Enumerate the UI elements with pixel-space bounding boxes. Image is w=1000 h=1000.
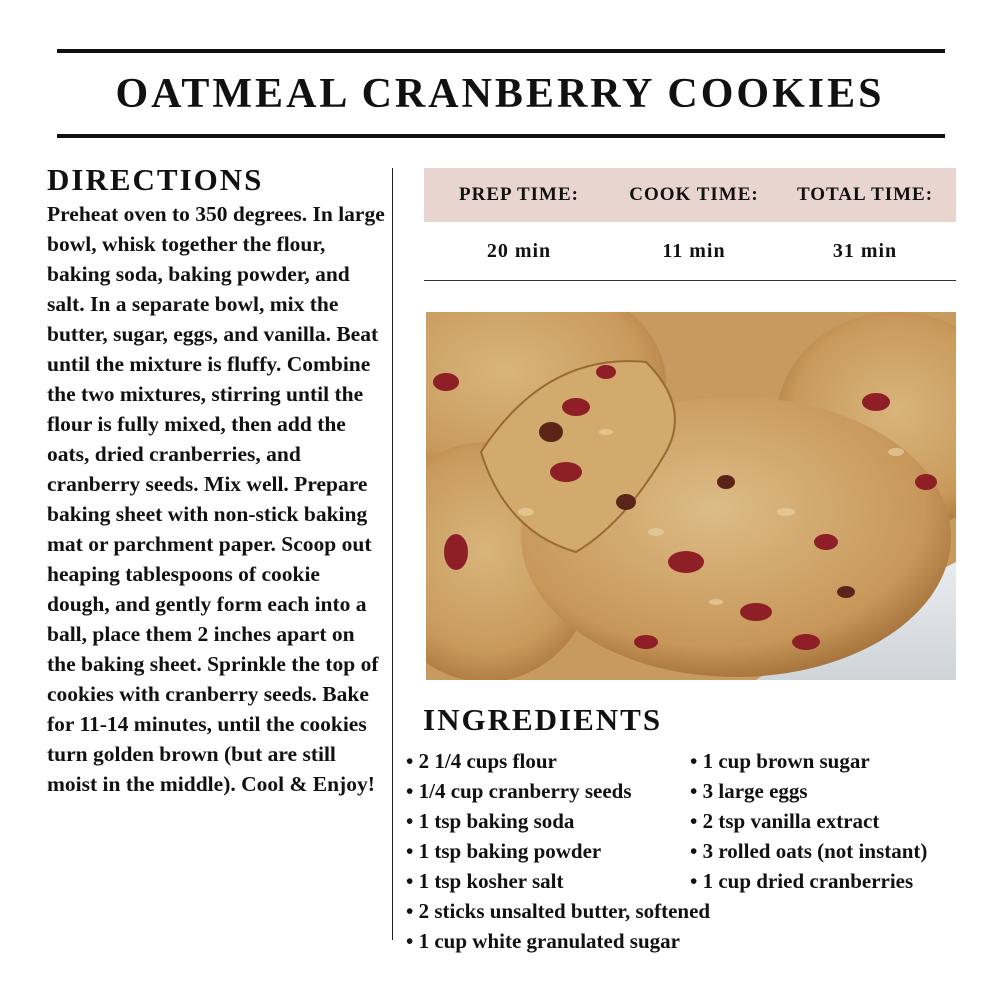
directions-text: Preheat oven to 350 degrees. In large bowl, whisk together the flour, baking soda, baking powder, and salt. In a separate bowl, mix the butter, sugar, eggs, and vanilla. Beat until the mixture is fluffy. Combine the two mixtures, stirring until the flour is fully mixed, then add the oats, dried cranberries, and cranberry seeds. Mix well. Prepare baking sheet with non-stick baking mat or parchment paper. Scoop out heaping tablespoons of cookie dough, and gently form each into a ball, place them 2 inches apart on the baking sheet. Sprinkle the top of cookies with cranberry seeds. Bake for 11-14 minutes, until the cookies turn golden brown (but are still moist in the middle). Cool & Enjoy! [47,202,385,796]
times-value-row [424,222,956,281]
title-rule-bottom [57,134,945,138]
ingredient-item: • 2 1/4 cups flour [406,746,826,776]
title-rule-top [57,49,945,53]
cookies-photo [426,312,956,680]
ingredient-item: • 1 cup brown sugar [690,746,990,776]
ingredient-item: • 2 sticks unsalted butter, softened [406,896,826,926]
cook-time-label: COOK TIME: [629,184,759,205]
cookies-image [426,312,956,680]
ingredient-item: • 2 tsp vanilla extract [690,806,990,836]
column-divider [392,168,393,940]
recipe-title: OATMEAL CRANBERRY COOKIES [115,71,885,117]
ingredients-list-right [690,746,990,896]
times-header-row [424,168,956,222]
directions-heading: DIRECTIONS [47,162,264,197]
ingredient-item: • 1 tsp baking powder [406,836,826,866]
ingredient-item: • 3 large eggs [690,776,990,806]
total-time-value: 31 min [832,239,898,262]
ingredient-item: • 1 cup white granulated sugar [406,926,826,956]
cook-time-value: 11 min [662,239,726,262]
ingredient-item: • 1 cup dried cranberries [690,866,990,896]
ingredients-heading: INGREDIENTS [423,702,663,737]
ingredient-item: • 1 tsp kosher salt [406,866,826,896]
prep-time-label: PREP TIME: [459,184,579,205]
ingredient-item: • 1 tsp baking soda [406,806,826,836]
prep-time-value: 20 min [486,239,552,262]
total-time-label: TOTAL TIME: [796,184,934,205]
ingredient-item: • 1/4 cup cranberry seeds [406,776,826,806]
times-table [424,168,956,281]
ingredient-item: • 3 rolled oats (not instant) [690,836,990,866]
